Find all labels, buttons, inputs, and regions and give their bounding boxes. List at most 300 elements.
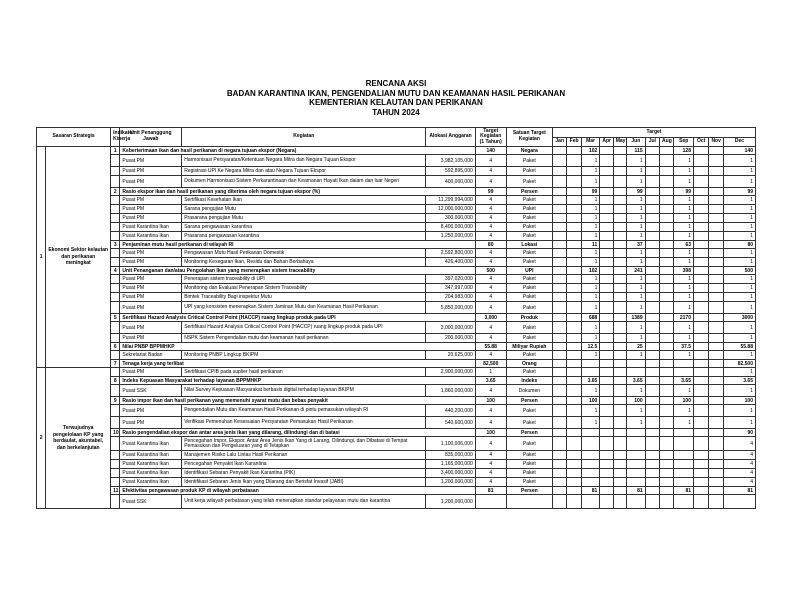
blank-cell — [111, 495, 120, 509]
indicator-satuan: Persen — [506, 188, 552, 196]
month-value-jun: 1 — [627, 155, 646, 167]
month-value-apr — [600, 417, 613, 429]
month-value-jul — [645, 293, 659, 302]
activity-satuan: Paket — [506, 405, 552, 417]
month-header-mar: Mar — [581, 138, 600, 147]
blank-cell — [111, 368, 120, 377]
month-value-mar: 81 — [581, 487, 600, 495]
activity-target: 4 — [475, 293, 506, 302]
month-value-sep: 1 — [674, 302, 694, 314]
month-value-feb — [567, 302, 581, 314]
month-value-sep: 1 — [674, 284, 694, 293]
month-value-jan — [553, 495, 567, 509]
blank-cell — [111, 205, 120, 214]
activity-alokasi: 3,400,000,000 — [426, 469, 475, 478]
month-value-jan — [553, 460, 567, 469]
activity-target: 4 — [475, 322, 506, 334]
month-value-aug — [660, 343, 674, 351]
month-value-jun: 1 — [627, 176, 646, 188]
indicator-row — [37, 267, 756, 275]
activity-satuan: Paket — [506, 196, 552, 205]
activity-unit: Pusat Karantina Ikan — [120, 460, 182, 469]
month-value-nov — [709, 351, 723, 360]
month-value-jan — [553, 267, 567, 275]
month-value-jul — [645, 275, 659, 284]
month-value-feb — [567, 487, 581, 495]
month-value-jan — [553, 469, 567, 478]
activity-text: Verifikasi Pemenuhan Kesesuaian Persyaratan Pemasukan Hasil Perikanan — [182, 417, 426, 429]
activity-text: Identifikasi Sebaran Penyakit Ikan Karantina (PIK) — [182, 469, 426, 478]
activity-unit: Pusat PM — [120, 284, 182, 293]
month-value-jul — [645, 469, 659, 478]
indicator-number: 6 — [111, 343, 120, 351]
month-value-apr — [600, 334, 613, 343]
activity-alokasi: 3,982,105,000 — [426, 155, 475, 167]
month-value-sep: 128 — [674, 147, 694, 155]
activity-satuan: Paket — [506, 223, 552, 232]
activity-text: Manajemen Risiko Lalu Lintas Hasil Perikanan — [182, 451, 426, 460]
activity-unit: Pusat SSK — [120, 385, 182, 397]
blank-cell — [111, 176, 120, 188]
activity-text: Nilai Survey Kepuasan Masyarakat berbasis digital terhadap layanan BKIPM — [182, 385, 426, 397]
month-value-nov — [709, 429, 723, 437]
month-value-feb — [567, 360, 581, 368]
indicator-target: 81 — [475, 487, 506, 495]
month-value-jun: 1 — [627, 385, 646, 397]
month-value-nov — [709, 258, 723, 267]
month-value-apr — [600, 167, 613, 176]
indicator-target: 80 — [475, 241, 506, 249]
month-value-apr — [600, 451, 613, 460]
activity-text: Pencegahan Impor, Ekspor, Antar Area Jenis Ikan Yang di Larang, Dilindungi, dan Dibatasi di Tempat Pemasukan dan Pengeluaran yang di Tetapkan — [182, 437, 426, 451]
activity-unit: Pusat PM — [120, 176, 182, 188]
indicator-row — [37, 429, 756, 437]
month-value-apr — [600, 188, 613, 196]
activity-text: Sertifikasi Hazard Analysis Critical Control Point (HACCP) ruang lingkup produk pada UPI — [182, 322, 426, 334]
activity-text: Penerapan sistem traceability di UPI — [182, 275, 426, 284]
month-value-sep: 1 — [674, 223, 694, 232]
indicator-text: Rasio pengendalian ekspor dan antar area jenis ikan yang dilarang, dilindungi dan di batasi — [120, 429, 475, 437]
month-value-nov — [709, 437, 723, 451]
month-value-feb — [567, 343, 581, 351]
activity-unit: Pusat PM — [120, 214, 182, 223]
month-value-jul — [645, 417, 659, 429]
month-value-feb — [567, 176, 581, 188]
activity-row — [37, 302, 756, 314]
activity-target: 4 — [475, 275, 506, 284]
activity-row — [37, 258, 756, 267]
month-value-jun — [627, 495, 646, 509]
indicator-text: Unit Penanganan dan/atau Pengolahan Ikan yang menerapkan sistem traceability — [120, 267, 475, 275]
activity-row — [37, 223, 756, 232]
month-value-nov — [709, 147, 723, 155]
indicator-text: Efektivitas pengawasan produk KP di wilayah perbatasan — [120, 487, 475, 495]
activity-alokasi: 835,000,000 — [426, 451, 475, 460]
title-line-1: RENCANA AKSI — [365, 79, 427, 88]
month-value-apr — [600, 258, 613, 267]
month-value-sep: 398 — [674, 267, 694, 275]
month-value-oct — [694, 232, 709, 241]
month-value-jul — [645, 205, 659, 214]
month-value-feb — [567, 284, 581, 293]
blank-cell — [111, 405, 120, 417]
month-value-oct — [694, 293, 709, 302]
activity-alokasi: 1,100,006,000 — [426, 437, 475, 451]
activity-unit: Pusat Karantina Ikan — [120, 223, 182, 232]
month-value-jul — [645, 258, 659, 267]
month-value-aug — [660, 167, 674, 176]
indicator-number: 3 — [111, 241, 120, 249]
month-value-nov — [709, 460, 723, 469]
activity-text: Pengawasan Mutu Hasil Perikanan Domestik — [182, 249, 426, 258]
month-value-dec: 55.88 — [723, 343, 755, 351]
month-value-apr — [600, 487, 613, 495]
indicator-satuan: Indeks — [506, 377, 552, 385]
indicator-target: 3,000 — [475, 314, 506, 322]
activity-text: Bimtek Traceability Bagi inspektur Mutu — [182, 293, 426, 302]
month-value-sep: 1 — [674, 205, 694, 214]
month-value-nov — [709, 417, 723, 429]
month-value-may — [613, 385, 626, 397]
month-value-jun — [627, 469, 646, 478]
activity-target: 4 — [475, 334, 506, 343]
indicator-satuan: Lokasi — [506, 241, 552, 249]
month-value-nov — [709, 451, 723, 460]
month-value-apr — [600, 147, 613, 155]
activity-row — [37, 293, 756, 302]
month-value-mar — [581, 460, 600, 469]
month-value-mar: 1 — [581, 275, 600, 284]
month-value-sep: 1 — [674, 249, 694, 258]
month-value-dec: 1 — [723, 232, 755, 241]
month-value-aug — [660, 232, 674, 241]
blank-cell — [111, 351, 120, 360]
month-value-nov — [709, 232, 723, 241]
activity-target: 4 — [475, 351, 506, 360]
indicator-row — [37, 343, 756, 351]
month-value-apr — [600, 214, 613, 223]
month-value-jan — [553, 176, 567, 188]
month-value-jan — [553, 223, 567, 232]
month-value-jan — [553, 241, 567, 249]
month-value-jul — [645, 155, 659, 167]
activity-text: Sarana pengujian Mutu — [182, 205, 426, 214]
blank-cell — [111, 451, 120, 460]
month-value-dec: 1 — [723, 167, 755, 176]
month-value-jan — [553, 284, 567, 293]
month-value-may — [613, 368, 626, 377]
month-value-jun: 1 — [627, 249, 646, 258]
month-value-nov — [709, 267, 723, 275]
activity-target: 4 — [475, 437, 506, 451]
month-value-oct — [694, 351, 709, 360]
month-value-jul — [645, 351, 659, 360]
month-value-feb — [567, 478, 581, 487]
activity-text: Dokumen Harmonisasi Sistem Perkarantinaan dan Keamanan Hayati Ikan dalam dan luar Negeri — [182, 176, 426, 188]
month-value-nov — [709, 223, 723, 232]
month-value-mar: 1 — [581, 167, 600, 176]
indicator-text: Indeks Kepuasan Masyarakat terhadap layanan BPPMHKP — [120, 377, 475, 385]
month-value-feb — [567, 417, 581, 429]
month-value-dec: 1 — [723, 176, 755, 188]
month-value-oct — [694, 155, 709, 167]
month-value-aug — [660, 460, 674, 469]
activity-target: 4 — [475, 302, 506, 314]
indicator-text: Rasio ekspor ikan dan hasil perikanan yang diterima oleh negara tujuan ekspor (%) — [120, 188, 475, 196]
month-value-dec: 1 — [723, 214, 755, 223]
month-value-dec: 4 — [723, 478, 755, 487]
month-value-nov — [709, 302, 723, 314]
month-value-may — [613, 495, 626, 509]
month-value-aug — [660, 196, 674, 205]
month-value-oct — [694, 275, 709, 284]
month-value-dec: 99 — [723, 188, 755, 196]
month-value-jun — [627, 460, 646, 469]
activity-target: 4 — [475, 205, 506, 214]
activity-target: 4 — [475, 258, 506, 267]
month-value-jan — [553, 322, 567, 334]
activity-target: 4 — [475, 469, 506, 478]
indicator-text: Keberterimaan ikan dan hasil perikanan di negara tujuan ekspor (Negara) — [120, 147, 475, 155]
month-value-aug — [660, 267, 674, 275]
month-value-jan — [553, 487, 567, 495]
activity-satuan: Paket — [506, 284, 552, 293]
activity-row — [37, 214, 756, 223]
activity-alokasi: 5,850,000,000 — [426, 302, 475, 314]
activity-satuan: Paket — [506, 334, 552, 343]
blank-cell — [111, 249, 120, 258]
activity-alokasi: 1,250,000,000 — [426, 232, 475, 241]
month-value-nov — [709, 249, 723, 258]
month-value-aug — [660, 188, 674, 196]
month-value-jul — [645, 368, 659, 377]
month-header-aug: Aug — [660, 138, 674, 147]
activity-target: 1 — [475, 368, 506, 377]
month-header-sep: Sep — [674, 138, 694, 147]
indicator-target: 82,500 — [475, 360, 506, 368]
month-value-may — [613, 405, 626, 417]
month-value-jul — [645, 405, 659, 417]
month-value-oct — [694, 377, 709, 385]
month-value-sep: 1 — [674, 214, 694, 223]
month-value-nov — [709, 469, 723, 478]
month-value-aug — [660, 284, 674, 293]
month-value-dec: 4 — [723, 469, 755, 478]
month-value-mar: 1 — [581, 176, 600, 188]
month-value-jul — [645, 460, 659, 469]
month-value-sep — [674, 451, 694, 460]
activity-row — [37, 451, 756, 460]
month-value-jul — [645, 385, 659, 397]
month-value-jul — [645, 188, 659, 196]
month-value-feb — [567, 385, 581, 397]
month-value-aug — [660, 334, 674, 343]
month-value-may — [613, 302, 626, 314]
activity-satuan: Paket — [506, 176, 552, 188]
month-value-nov — [709, 293, 723, 302]
month-value-jun: 25 — [627, 343, 646, 351]
blank-cell — [111, 155, 120, 167]
indicator-satuan: Miliyar Rupiah — [506, 343, 552, 351]
month-value-sep: 2170 — [674, 314, 694, 322]
month-value-feb — [567, 397, 581, 405]
month-value-mar — [581, 478, 600, 487]
activity-satuan: Paket — [506, 451, 552, 460]
activity-satuan: Paket — [506, 417, 552, 429]
activity-target: 4 — [475, 451, 506, 460]
month-value-oct — [694, 241, 709, 249]
month-value-nov — [709, 322, 723, 334]
month-value-dec: 1 — [723, 284, 755, 293]
month-value-nov — [709, 314, 723, 322]
month-value-oct — [694, 205, 709, 214]
month-value-may — [613, 205, 626, 214]
month-value-feb — [567, 322, 581, 334]
month-value-aug — [660, 385, 674, 397]
month-value-apr — [600, 205, 613, 214]
month-value-jun: 1 — [627, 167, 646, 176]
month-value-jun: 1389 — [627, 314, 646, 322]
indicator-text: Rasio impor ikan dan hasil perikanan yang memenuhi syarat mutu dan bebas penyakit — [120, 397, 475, 405]
month-value-jul — [645, 314, 659, 322]
month-value-aug — [660, 155, 674, 167]
month-value-mar: 3.65 — [581, 377, 600, 385]
month-value-jan — [553, 377, 567, 385]
header-sasaran: Sasaran Strategis — [37, 128, 111, 147]
month-value-nov — [709, 397, 723, 405]
month-value-sep: 81 — [674, 487, 694, 495]
activity-alokasi: 397,020,000 — [426, 275, 475, 284]
month-value-nov — [709, 167, 723, 176]
month-value-may — [613, 451, 626, 460]
month-value-oct — [694, 188, 709, 196]
goal-name: Ekonomi Sektor kelautan dan perikanan meningkat — [46, 147, 111, 368]
month-value-jan — [553, 188, 567, 196]
activity-target — [475, 495, 506, 509]
month-value-may — [613, 267, 626, 275]
activity-text: Unit kerja wilayah perbatasan yang telah menerapkan standar pelayanan mutu dan karantina — [182, 495, 426, 509]
title-line-2: BADAN KARANTINA IKAN, PENGENDALIAN MUTU DAN KEAMANAN HASIL PERIKANAN — [226, 88, 566, 98]
month-value-nov — [709, 487, 723, 495]
month-value-apr — [600, 478, 613, 487]
activity-satuan: Paket — [506, 249, 552, 258]
month-value-sep: 37.5 — [674, 343, 694, 351]
month-value-jan — [553, 249, 567, 258]
activity-unit: Pusat PM — [120, 196, 182, 205]
month-value-sep — [674, 460, 694, 469]
month-value-mar: 1 — [581, 405, 600, 417]
month-value-mar: 102 — [581, 267, 600, 275]
month-value-apr — [600, 275, 613, 284]
activity-text: Pencegahan Penyakit Ikan Karantina — [182, 460, 426, 469]
month-value-feb — [567, 241, 581, 249]
activity-target: 4 — [475, 196, 506, 205]
month-value-oct — [694, 223, 709, 232]
activity-row — [37, 205, 756, 214]
month-value-jun: 1 — [627, 351, 646, 360]
month-value-jun: 81 — [627, 487, 646, 495]
month-value-sep: 1 — [674, 405, 694, 417]
month-value-may — [613, 343, 626, 351]
header-kegiatan: Kegiatan — [182, 128, 426, 147]
month-value-feb — [567, 351, 581, 360]
month-value-mar: 1 — [581, 293, 600, 302]
activity-alokasi: 8,400,000,000 — [426, 223, 475, 232]
activity-row — [37, 196, 756, 205]
activity-unit: Pusat PM — [120, 275, 182, 284]
month-value-dec: 1 — [723, 334, 755, 343]
activity-alokasi: 200,000,000 — [426, 334, 475, 343]
month-value-may — [613, 196, 626, 205]
month-value-jan — [553, 314, 567, 322]
month-value-dec: 81 — [723, 487, 755, 495]
month-value-apr — [600, 360, 613, 368]
month-value-sep: 1 — [674, 293, 694, 302]
month-value-may — [613, 377, 626, 385]
month-value-feb — [567, 495, 581, 509]
month-value-dec: 1 — [723, 196, 755, 205]
month-value-jan — [553, 437, 567, 451]
activity-text: Sarana pengawasan karantina — [182, 223, 426, 232]
indicator-text: Tenaga kerja yang terlibat — [120, 360, 475, 368]
header-unit: Unit Penanggung Jawab — [120, 128, 182, 147]
month-value-apr — [600, 495, 613, 509]
month-header-oct: Oct — [694, 138, 709, 147]
activity-unit: Pusat PM — [120, 368, 182, 377]
blank-cell — [111, 478, 120, 487]
month-value-feb — [567, 267, 581, 275]
month-value-jun: 1 — [627, 322, 646, 334]
activity-unit: Pusat Karantina Ikan — [120, 451, 182, 460]
month-value-sep: 100 — [674, 397, 694, 405]
month-value-jan — [553, 232, 567, 241]
month-value-sep: 1 — [674, 322, 694, 334]
month-value-may — [613, 176, 626, 188]
month-value-jun: 100 — [627, 397, 646, 405]
month-value-jul — [645, 334, 659, 343]
header-satuan: Satuan Target Kegiatan — [506, 128, 552, 147]
indicator-row — [37, 487, 756, 495]
indicator-satuan: Orang — [506, 360, 552, 368]
blank-cell — [111, 284, 120, 293]
month-value-mar: 688 — [581, 314, 600, 322]
month-value-nov — [709, 155, 723, 167]
month-value-nov — [709, 368, 723, 377]
month-value-may — [613, 417, 626, 429]
activity-alokasi: 20,625,000 — [426, 351, 475, 360]
month-value-oct — [694, 469, 709, 478]
month-header-dec: Dec — [723, 138, 755, 147]
month-value-aug — [660, 351, 674, 360]
month-value-jun — [627, 478, 646, 487]
month-value-jul — [645, 487, 659, 495]
activity-row — [37, 351, 756, 360]
month-value-jun: 1 — [627, 258, 646, 267]
activity-alokasi: 11,299,994,000 — [426, 196, 475, 205]
activity-row — [37, 275, 756, 284]
month-value-may — [613, 487, 626, 495]
activity-target: 4 — [475, 223, 506, 232]
month-value-dec: 140 — [723, 147, 755, 155]
month-value-apr — [600, 469, 613, 478]
indicator-number: 8 — [111, 377, 120, 385]
indicator-target: 100 — [475, 397, 506, 405]
month-value-apr — [600, 155, 613, 167]
month-value-mar: 12.5 — [581, 343, 600, 351]
indicator-number: 7 — [111, 360, 120, 368]
month-value-mar: 1 — [581, 284, 600, 293]
activity-alokasi: 2,900,000,000 — [426, 368, 475, 377]
